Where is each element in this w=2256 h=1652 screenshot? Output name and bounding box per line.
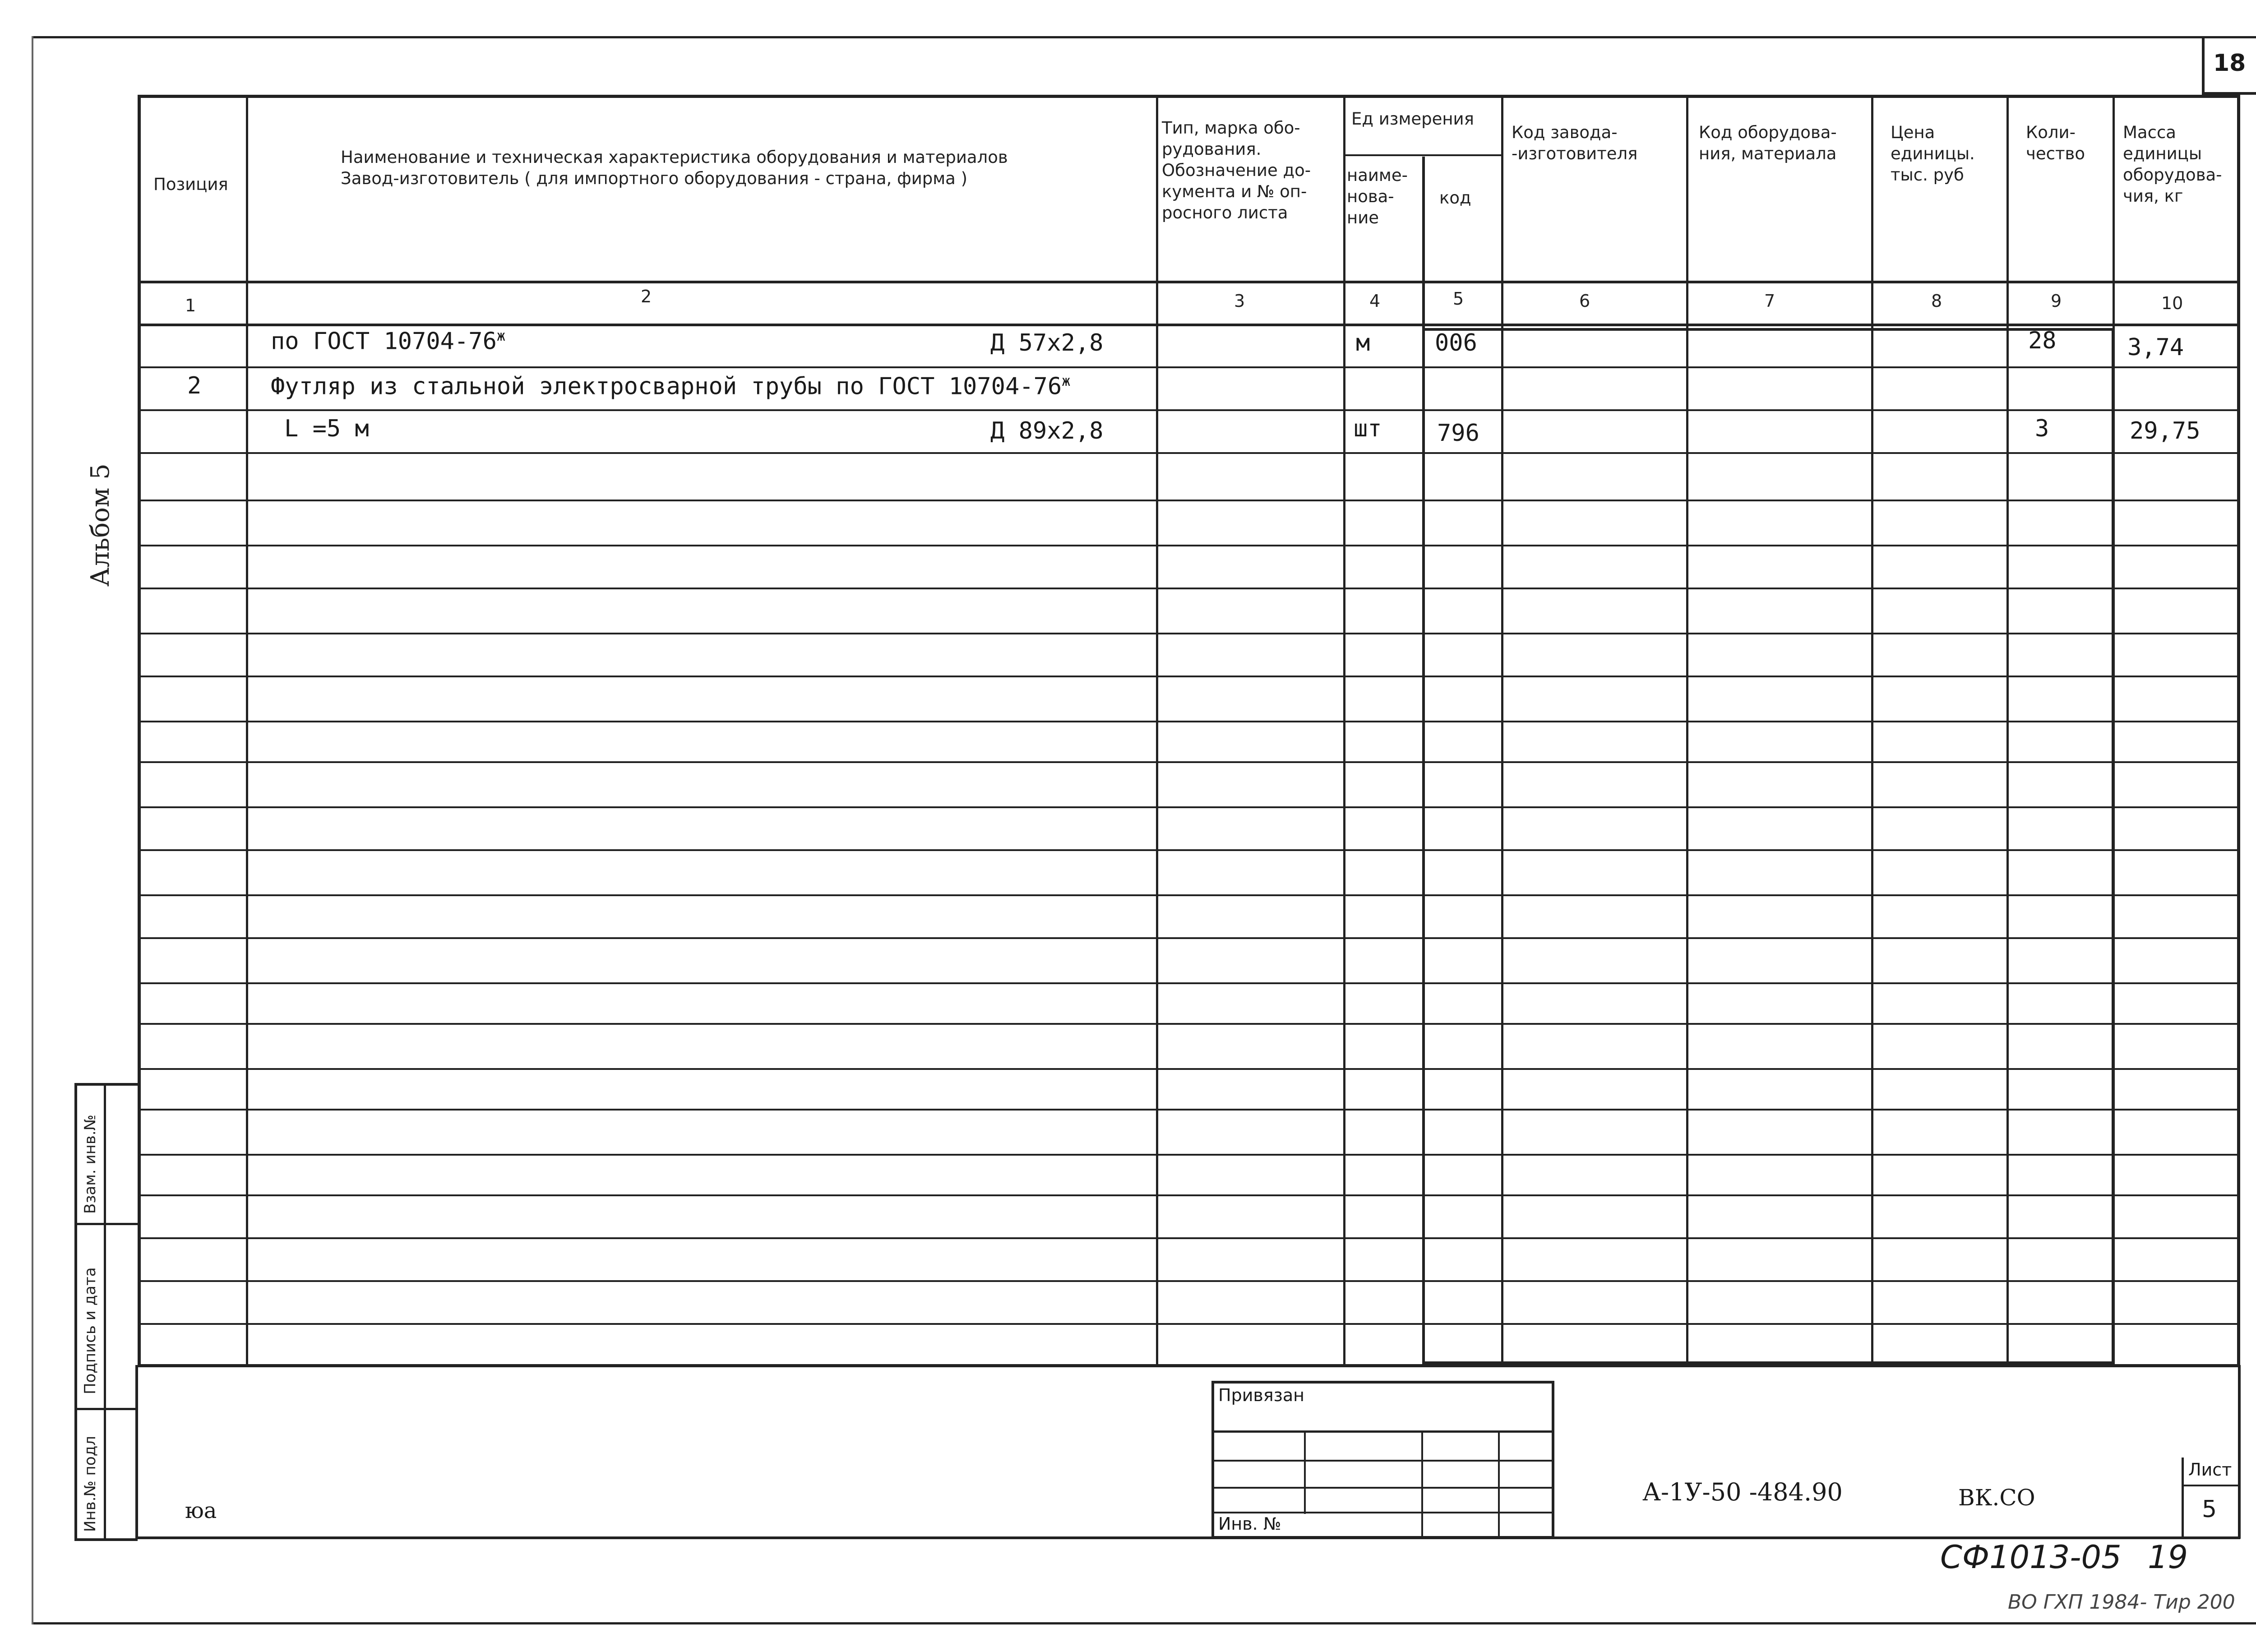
row1-code: 006 <box>1435 329 1477 356</box>
col-number-8: 8 <box>1931 291 1942 311</box>
header-quantity: Коли- чество <box>2026 123 2085 163</box>
col-number-6: 6 <box>1579 291 1590 311</box>
catalog-code: СФ1013-05 <box>1940 1539 2122 1576</box>
header-position: Позиция <box>153 175 228 194</box>
col-number-9: 9 <box>2051 291 2062 311</box>
sheet-bottom-line <box>135 1536 2240 1539</box>
header-unit-code: код <box>1439 188 1471 208</box>
row3-dimension: Д 89х2,8 <box>990 417 1104 444</box>
header-name-line2: Завод-изготовитель ( для импортного оборудования - страна, фирма ) <box>341 169 968 188</box>
header-unit-name: наиме- нова- ние <box>1347 166 1408 227</box>
document-suffix: ВК.СО <box>1958 1485 2035 1511</box>
specification-table <box>138 95 2240 1367</box>
stamp-inv-original: Инв.№ подл <box>81 1436 99 1532</box>
frame-bottom-line <box>32 1622 2256 1624</box>
col-number-5: 5 <box>1453 289 1464 309</box>
header-type: Тип, марка обо- рудования. Обозначение до- кумента и № оп- росного листа <box>1162 118 1311 222</box>
frame-left-line <box>32 36 33 1624</box>
header-manufacturer-code: Код завода- -изготовителя <box>1512 123 1638 163</box>
col-number-1: 1 <box>185 296 196 315</box>
row1-dimension: Д 57х2,8 <box>990 329 1104 356</box>
col-number-3: 3 <box>1234 291 1245 311</box>
stamp-vzam-inv: Взам. инв.№ <box>81 1114 99 1214</box>
header-mass: Масса единицы оборудова- чия, кг <box>2123 123 2222 206</box>
sheet-number-top: 18 <box>2213 50 2246 77</box>
album-label: Альбом 5 <box>86 463 115 587</box>
inventory-number-label: Инв. № <box>1218 1514 1281 1534</box>
sheet-left-line <box>135 1365 138 1539</box>
row3-mass: 29,75 <box>2130 417 2201 444</box>
row2-position: 2 <box>187 372 202 399</box>
row3-unit: шт <box>1354 415 1382 442</box>
list-label: Лист <box>2188 1460 2232 1480</box>
row1-name: по ГОСТ $10704-76^ж$ <box>271 327 506 355</box>
col-number-2: 2 <box>641 287 652 306</box>
row3-code: 796 <box>1437 420 1479 447</box>
stamp-signature-date: Подпись и дата <box>81 1267 99 1394</box>
row1-mass: 3,74 <box>2127 334 2184 361</box>
header-price: Цена единицы. тыс. руб <box>1891 123 1975 185</box>
col-number-7: 7 <box>1764 291 1775 311</box>
row3-name: L =5 м <box>284 415 369 442</box>
catalog-number: 19 <box>2148 1539 2188 1576</box>
row1-quantity: 28 <box>2028 327 2057 354</box>
col-number-10: 10 <box>2161 293 2183 313</box>
document-code: А-1У-50 -484.90 <box>1642 1478 1843 1506</box>
row3-quantity: 3 <box>2035 415 2049 442</box>
list-number: 5 <box>2202 1496 2217 1523</box>
header-unit-group: Ед измерения <box>1351 109 1474 129</box>
row1-unit: м <box>1356 329 1370 356</box>
print-mark: ВО ГХП 1984- Тир 200 <box>2008 1591 2235 1614</box>
binding-label: Привязан <box>1218 1385 1304 1405</box>
frame-top-line <box>32 36 2256 38</box>
ua-mark: юа <box>185 1498 217 1523</box>
header-name-line1: Наименование и техническая характеристика оборудования и материалов <box>341 148 1008 167</box>
header-equipment-code: Код оборудова- ния, материала <box>1699 123 1837 163</box>
row2-name: Футляр из стальной электросварной трубы по ГОСТ $10704-76^ж$ <box>271 372 1071 400</box>
col-number-4: 4 <box>1369 291 1381 311</box>
